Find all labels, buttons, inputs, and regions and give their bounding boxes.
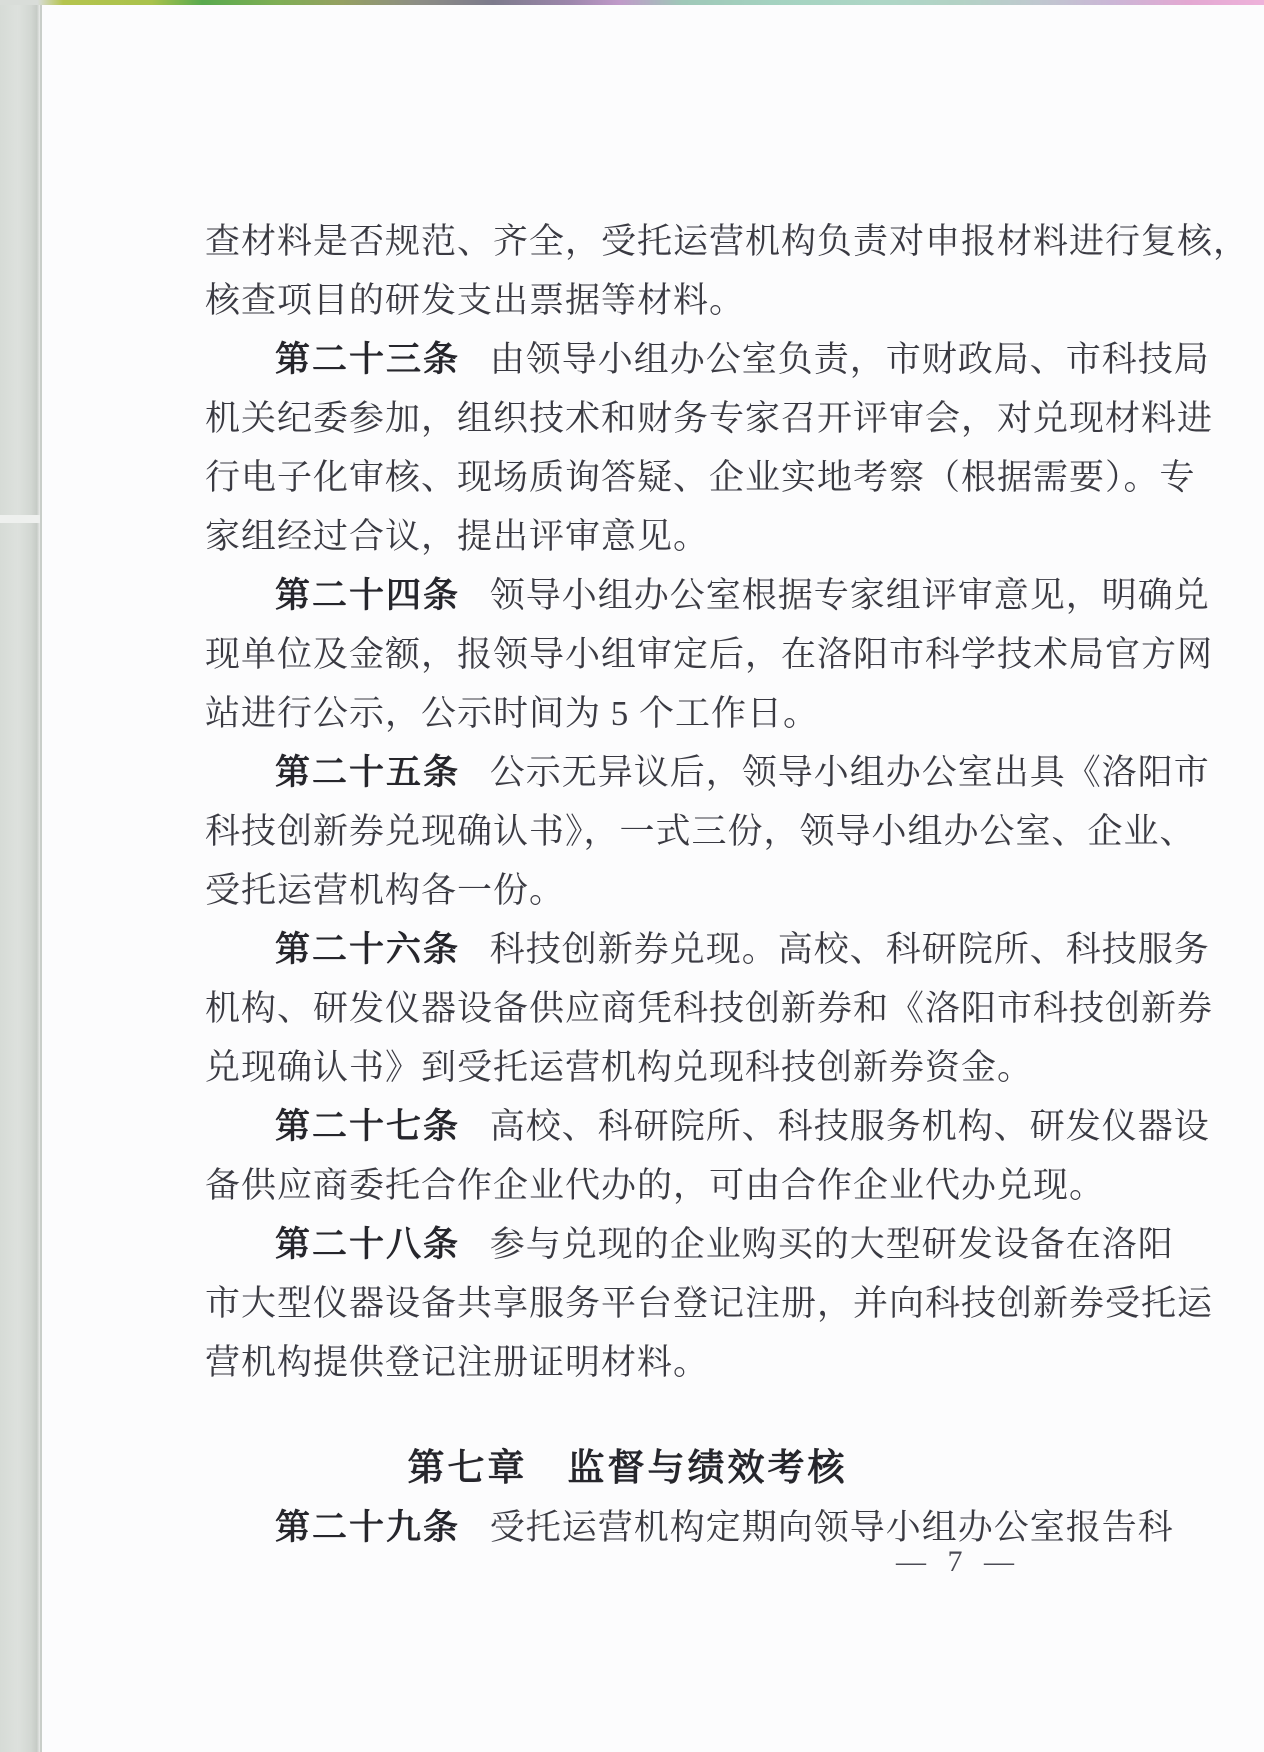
line-text: 备供应商委托合作企业代办的，可由合作企业代办兑现。 [205, 1166, 1106, 1205]
line-text: 营机构提供登记注册证明材料。 [205, 1343, 710, 1382]
text-line [205, 507, 1050, 566]
article-number: 第二十八条 [275, 1225, 461, 1264]
text-line [205, 920, 1210, 979]
article-number: 第二十九条 [275, 1508, 461, 1547]
line-text: 兑现确认书》到受托运营机构兑现科技创新券资金。 [205, 1048, 1034, 1087]
text-line [205, 1156, 1106, 1215]
text-line [205, 625, 1214, 684]
line-text: 市大型仪器设备共享服务平台登记注册，并向科技创新券受托运 [205, 1284, 1214, 1323]
line-text: 高校、科研院所、科技服务机构、研发仪器设 [489, 1107, 1210, 1146]
scan-color-artifact-top [0, 0, 1264, 5]
page-number: — 7 — [896, 1545, 1021, 1578]
text-line [205, 802, 1196, 861]
text-line [205, 1274, 1214, 1333]
line-text: 科技创新券兑现。高校、科研院所、科技服务 [489, 930, 1210, 969]
line-text: 受托运营机构各一份。 [205, 871, 566, 910]
article-number: 第二十三条 [275, 340, 461, 379]
chapter-heading: 第七章 监督与绩效考核 [407, 1447, 848, 1488]
text-line [205, 1215, 1174, 1274]
line-text: 参与兑现的企业购买的大型研发设备在洛阳 [489, 1225, 1174, 1264]
text-line [205, 271, 1050, 330]
line-text: 公示无异议后，领导小组办公室出具《洛阳市 [489, 753, 1210, 792]
text-line [205, 212, 1250, 271]
article-number: 第二十五条 [275, 753, 461, 792]
article-number: 第二十四条 [275, 576, 461, 615]
line-text: 家组经过合议，提出评审意见。 [205, 517, 710, 556]
line-text: 受托运营机构定期向领导小组办公室报告科 [489, 1508, 1174, 1547]
text-line [205, 743, 1210, 802]
text-line [205, 330, 1210, 389]
line-text: 机构、研发仪器设备供应商凭科技创新券和《洛阳市科技创新券 [205, 989, 1214, 1028]
text-line [205, 1333, 1050, 1392]
document-text-block [205, 212, 1250, 1557]
line-text: 领导小组办公室根据专家组评审意见，明确兑 [489, 576, 1210, 615]
text-line [205, 566, 1210, 625]
line-text: 行电子化审核、现场质询答疑、企业实地考察（根据需要）。专 [205, 458, 1196, 497]
text-line [205, 1038, 1050, 1097]
line-text: 机关纪委参加，组织技术和财务专家召开评审会，对兑现材料进 [205, 399, 1214, 438]
text-line [205, 389, 1214, 448]
scan-shadow-left [0, 0, 42, 1752]
text-line [205, 1097, 1210, 1156]
line-text: 现单位及金额，报领导小组审定后，在洛阳市科学技术局官方网 [205, 635, 1214, 674]
line-text: 科技创新券兑现确认书》，一式三份，领导小组办公室、企业、 [205, 812, 1196, 851]
article-number: 第二十七条 [275, 1107, 461, 1146]
line-text: 由领导小组办公室负责，市财政局、市科技局 [489, 340, 1210, 379]
line-text: 核查项目的研发支出票据等材料。 [205, 281, 746, 320]
line-text: 查材料是否规范、齐全，受托运营机构负责对申报材料进行复核， [205, 222, 1250, 261]
text-line [205, 861, 1050, 920]
article-number: 第二十六条 [275, 930, 461, 969]
line-text: 站进行公示，公示时间为 5 个工作日。 [205, 694, 820, 733]
text-line [205, 448, 1196, 507]
text-line [205, 684, 1050, 743]
text-line [205, 979, 1214, 1038]
